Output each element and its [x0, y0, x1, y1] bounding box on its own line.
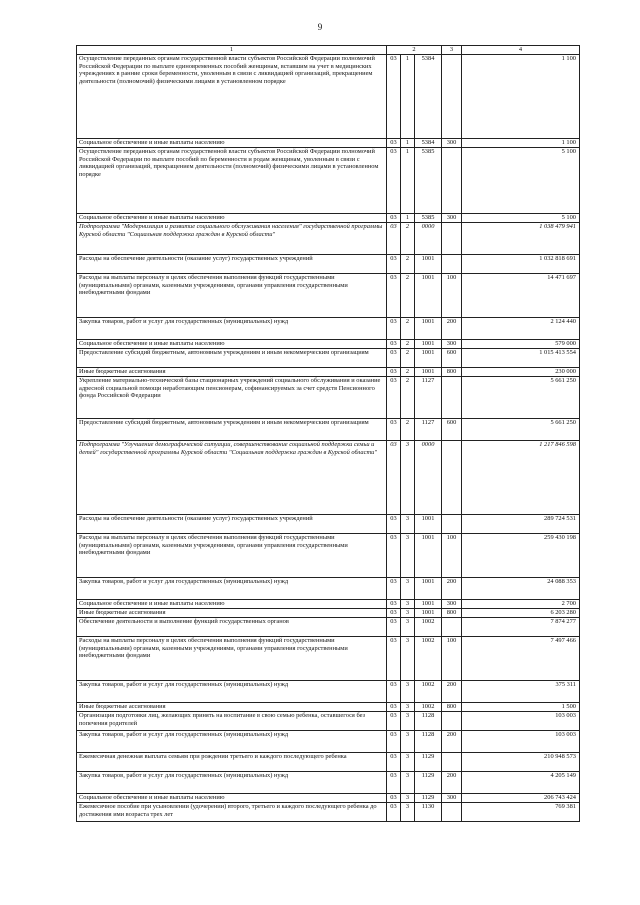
table-row: [77, 703, 580, 712]
table-row: [77, 349, 580, 368]
table-row: [77, 534, 580, 578]
cell-section: 03: [387, 139, 401, 148]
cell-target: 1001: [415, 274, 442, 318]
cell-amount: 1 100: [462, 55, 580, 139]
cell-amount: 14 471 697: [462, 274, 580, 318]
table-row: [77, 274, 580, 318]
cell-target: 1001: [415, 255, 442, 274]
cell-name: Закупка товаров, работ и услуг для государственных (муниципальных) нужд: [77, 772, 387, 794]
cell-name: Социальное обеспечение и иные выплаты населению: [77, 600, 387, 609]
cell-amount: 375 311: [462, 681, 580, 703]
cell-amount: 769 381: [462, 803, 580, 822]
table-row: [77, 609, 580, 618]
header-col-2: 2: [387, 46, 442, 55]
cell-subsection: 2: [401, 255, 415, 274]
cell-target: 1002: [415, 681, 442, 703]
cell-name: Социальное обеспечение и иные выплаты населению: [77, 139, 387, 148]
table-row: [77, 772, 580, 794]
cell-target: 1001: [415, 534, 442, 578]
cell-target: 1001: [415, 368, 442, 377]
cell-expense-type: [442, 377, 462, 419]
cell-target: 1001: [415, 578, 442, 600]
cell-name: Закупка товаров, работ и услуг для государственных (муниципальных) нужд: [77, 681, 387, 703]
table-row: [77, 139, 580, 148]
cell-target: 1127: [415, 419, 442, 441]
cell-section: 03: [387, 753, 401, 772]
cell-amount: 5 661 250: [462, 377, 580, 419]
cell-expense-type: 800: [442, 368, 462, 377]
cell-section: 03: [387, 794, 401, 803]
cell-subsection: 3: [401, 794, 415, 803]
table-row: [77, 148, 580, 214]
cell-section: 03: [387, 600, 401, 609]
cell-amount: 210 948 573: [462, 753, 580, 772]
cell-name: Закупка товаров, работ и услуг для государственных (муниципальных) нужд: [77, 318, 387, 340]
cell-expense-type: 600: [442, 419, 462, 441]
cell-subsection: 3: [401, 637, 415, 681]
cell-section: 03: [387, 731, 401, 753]
header-col-4: 4: [462, 46, 580, 55]
cell-section: 03: [387, 703, 401, 712]
cell-expense-type: 100: [442, 274, 462, 318]
cell-section: 03: [387, 223, 401, 255]
cell-name: Предоставление субсидий бюджетным, автономным учреждениям и иным некоммерческим организациям: [77, 419, 387, 441]
page-number: 9: [317, 22, 323, 32]
cell-section: 03: [387, 274, 401, 318]
cell-amount: 1 038 479 941: [462, 223, 580, 255]
cell-target: 1001: [415, 349, 442, 368]
cell-target: 1002: [415, 703, 442, 712]
cell-expense-type: [442, 618, 462, 637]
cell-target: 1128: [415, 712, 442, 731]
cell-amount: 2 124 440: [462, 318, 580, 340]
cell-subsection: 3: [401, 618, 415, 637]
table-row: [77, 55, 580, 139]
cell-amount: 1 100: [462, 139, 580, 148]
table-header-row: [77, 46, 580, 55]
table-row: [77, 318, 580, 340]
cell-subsection: 3: [401, 772, 415, 794]
cell-section: 03: [387, 318, 401, 340]
cell-section: 03: [387, 55, 401, 139]
cell-name: Закупка товаров, работ и услуг для государственных (муниципальных) нужд: [77, 731, 387, 753]
cell-expense-type: [442, 55, 462, 139]
cell-expense-type: [442, 803, 462, 822]
cell-amount: 206 743 424: [462, 794, 580, 803]
header-col-3: 3: [442, 46, 462, 55]
cell-target: 0000: [415, 441, 442, 515]
table-row: [77, 731, 580, 753]
cell-section: 03: [387, 618, 401, 637]
table-row: [77, 637, 580, 681]
cell-expense-type: [442, 223, 462, 255]
table-body: [77, 55, 580, 822]
cell-subsection: 2: [401, 377, 415, 419]
cell-section: 03: [387, 609, 401, 618]
cell-section: 03: [387, 340, 401, 349]
cell-subsection: 2: [401, 318, 415, 340]
cell-amount: 1 015 413 554: [462, 349, 580, 368]
cell-target: 1001: [415, 609, 442, 618]
cell-target: 1002: [415, 618, 442, 637]
cell-section: 03: [387, 419, 401, 441]
cell-target: 1001: [415, 340, 442, 349]
cell-amount: 1 032 818 691: [462, 255, 580, 274]
cell-amount: 289 724 531: [462, 515, 580, 534]
cell-name: Иные бюджетные ассигнования: [77, 609, 387, 618]
table-row: [77, 578, 580, 600]
table-row: [77, 255, 580, 274]
cell-name: Осуществление переданных органам государственной власти субъектов Российской Федерации полномочий Российской Федерации по выплате единовременных пособий женщинам, вставшим на учет в медицинских учреждениях в ранние сроки беременности, уволенным в связи с ликвидацией организаций, прекращением деятельности (полномочий) физическими лицами в установленном порядке: [77, 55, 387, 139]
cell-target: 1129: [415, 753, 442, 772]
cell-expense-type: 300: [442, 600, 462, 609]
cell-target: 5385: [415, 148, 442, 214]
cell-expense-type: [442, 712, 462, 731]
cell-expense-type: 600: [442, 349, 462, 368]
cell-amount: 1 217 846 598: [462, 441, 580, 515]
cell-name: Социальное обеспечение и иные выплаты населению: [77, 214, 387, 223]
cell-expense-type: 100: [442, 534, 462, 578]
cell-expense-type: 300: [442, 214, 462, 223]
cell-subsection: 1: [401, 148, 415, 214]
cell-expense-type: [442, 515, 462, 534]
cell-subsection: 3: [401, 803, 415, 822]
cell-expense-type: 200: [442, 772, 462, 794]
cell-expense-type: [442, 753, 462, 772]
cell-subsection: 2: [401, 274, 415, 318]
table-row: [77, 753, 580, 772]
cell-section: 03: [387, 368, 401, 377]
cell-amount: 1 500: [462, 703, 580, 712]
table-row: [77, 223, 580, 255]
table-row: [77, 618, 580, 637]
cell-section: 03: [387, 255, 401, 274]
cell-subsection: 3: [401, 753, 415, 772]
table-row: [77, 377, 580, 419]
budget-table: [76, 45, 580, 822]
cell-name: Расходы на обеспечение деятельности (оказание услуг) государственных учреждений: [77, 515, 387, 534]
cell-expense-type: 200: [442, 318, 462, 340]
table-row: [77, 340, 580, 349]
cell-section: 03: [387, 712, 401, 731]
cell-name: Ежемесячная денежная выплата семьям при рождении третьего и каждого последующего ребенка: [77, 753, 387, 772]
cell-section: 03: [387, 148, 401, 214]
budget-table-container: [76, 45, 579, 822]
cell-target: 5384: [415, 55, 442, 139]
cell-target: 0000: [415, 223, 442, 255]
cell-amount: 7 874 277: [462, 618, 580, 637]
cell-target: 1129: [415, 794, 442, 803]
cell-subsection: 1: [401, 214, 415, 223]
cell-subsection: 3: [401, 609, 415, 618]
cell-section: 03: [387, 803, 401, 822]
cell-target: 1130: [415, 803, 442, 822]
cell-name: Укрепление материально-технической базы стационарных учреждений социального обслуживания и оказание адресной социальной помощи неработающим пенсионерам, софинансируемых за счет средств Пенсионного фонда Российской Федерации: [77, 377, 387, 419]
cell-amount: 6 203 280: [462, 609, 580, 618]
cell-expense-type: [442, 441, 462, 515]
cell-amount: 2 700: [462, 600, 580, 609]
cell-expense-type: 300: [442, 340, 462, 349]
table-row: [77, 368, 580, 377]
cell-section: 03: [387, 578, 401, 600]
cell-target: 5384: [415, 139, 442, 148]
cell-expense-type: 200: [442, 731, 462, 753]
cell-section: 03: [387, 534, 401, 578]
cell-expense-type: 200: [442, 578, 462, 600]
cell-subsection: 1: [401, 55, 415, 139]
table-row: [77, 600, 580, 609]
cell-name: Расходы на обеспечение деятельности (оказание услуг) государственных учреждений: [77, 255, 387, 274]
table-row: [77, 712, 580, 731]
cell-amount: 5 100: [462, 214, 580, 223]
cell-subsection: 2: [401, 340, 415, 349]
cell-subsection: 3: [401, 515, 415, 534]
cell-subsection: 3: [401, 441, 415, 515]
cell-subsection: 1: [401, 139, 415, 148]
cell-name: Расходы на выплаты персоналу в целях обеспечения выполнения функций государственными (муниципальными) органами, казенными учреждениями, органами управления государственными внебюджетными фондами: [77, 534, 387, 578]
cell-section: 03: [387, 681, 401, 703]
cell-expense-type: 800: [442, 703, 462, 712]
cell-subsection: 3: [401, 703, 415, 712]
cell-subsection: 3: [401, 600, 415, 609]
cell-name: Расходы на выплаты персоналу в целях обеспечения выполнения функций государственными (муниципальными) органами, казенными учреждениями, органами управления государственными внебюджетными фондами: [77, 274, 387, 318]
cell-amount: 7 497 466: [462, 637, 580, 681]
cell-target: 1129: [415, 772, 442, 794]
cell-name: Предоставление субсидий бюджетным, автономным учреждениям и иным некоммерческим организациям: [77, 349, 387, 368]
cell-name: Социальное обеспечение и иные выплаты населению: [77, 794, 387, 803]
cell-section: 03: [387, 349, 401, 368]
cell-name: Осуществление переданных органам государственной власти субъектов Российской Федерации полномочий Российской Федерации по выплате пособий по беременности и родам женщинам, уволенным в связи с ликвидацией организаций, прекращением деятельности (полномочий) физическими лицами в установленном порядке: [77, 148, 387, 214]
cell-target: 1001: [415, 318, 442, 340]
cell-expense-type: 800: [442, 609, 462, 618]
cell-subsection: 2: [401, 368, 415, 377]
cell-subsection: 3: [401, 681, 415, 703]
cell-subsection: 3: [401, 712, 415, 731]
cell-name: Организация подготовки лиц, желающих принять на воспитание в свою семью ребенка, оставшегося без попечения родителей: [77, 712, 387, 731]
cell-amount: 259 430 198: [462, 534, 580, 578]
cell-section: 03: [387, 377, 401, 419]
table-row: [77, 214, 580, 223]
cell-amount: 5 100: [462, 148, 580, 214]
cell-expense-type: 300: [442, 139, 462, 148]
cell-subsection: 2: [401, 349, 415, 368]
table-row: [77, 794, 580, 803]
table-row: [77, 681, 580, 703]
cell-target: 1127: [415, 377, 442, 419]
cell-amount: 103 003: [462, 731, 580, 753]
cell-subsection: 3: [401, 578, 415, 600]
cell-expense-type: [442, 148, 462, 214]
cell-name: Подпрограмма "Модернизация и развитие социального обслуживания населения" государственной программы Курской области "Социальная поддержка граждан в Курской области": [77, 223, 387, 255]
cell-subsection: 2: [401, 419, 415, 441]
cell-section: 03: [387, 441, 401, 515]
cell-target: 5385: [415, 214, 442, 223]
cell-expense-type: 200: [442, 681, 462, 703]
cell-name: Ежемесячное пособие при усыновлении (удочерении) второго, третьего и каждого последующего ребенка до достижения ими возраста трех лет: [77, 803, 387, 822]
cell-amount: 24 088 353: [462, 578, 580, 600]
cell-target: 1128: [415, 731, 442, 753]
cell-name: Подпрограмма "Улучшение демографической ситуации, совершенствование социальной поддержки семьи и детей" государственной программы Курской области "Социальная поддержка граждан в Курской области": [77, 441, 387, 515]
cell-expense-type: 300: [442, 794, 462, 803]
cell-target: 1001: [415, 600, 442, 609]
cell-name: Обеспечение деятельности и выполнение функций государственных органов: [77, 618, 387, 637]
cell-amount: 4 205 149: [462, 772, 580, 794]
cell-section: 03: [387, 515, 401, 534]
cell-name: Закупка товаров, работ и услуг для государственных (муниципальных) нужд: [77, 578, 387, 600]
cell-amount: 5 661 250: [462, 419, 580, 441]
cell-section: 03: [387, 637, 401, 681]
cell-section: 03: [387, 214, 401, 223]
cell-subsection: 3: [401, 534, 415, 578]
cell-expense-type: [442, 255, 462, 274]
cell-name: Иные бюджетные ассигнования: [77, 703, 387, 712]
cell-amount: 579 000: [462, 340, 580, 349]
cell-expense-type: 100: [442, 637, 462, 681]
table-row: [77, 441, 580, 515]
cell-amount: 230 000: [462, 368, 580, 377]
cell-amount: 103 003: [462, 712, 580, 731]
cell-subsection: 2: [401, 223, 415, 255]
cell-name: Иные бюджетные ассигнования: [77, 368, 387, 377]
cell-subsection: 3: [401, 731, 415, 753]
cell-name: Расходы на выплаты персоналу в целях обеспечения выполнения функций государственными (муниципальными) органами, казенными учреждениями, органами управления государственными внебюджетными фондами: [77, 637, 387, 681]
cell-target: 1002: [415, 637, 442, 681]
cell-section: 03: [387, 772, 401, 794]
table-row: [77, 419, 580, 441]
table-row: [77, 515, 580, 534]
header-col-1: 1: [77, 46, 387, 55]
cell-target: 1001: [415, 515, 442, 534]
table-row: [77, 803, 580, 822]
cell-name: Социальное обеспечение и иные выплаты населению: [77, 340, 387, 349]
